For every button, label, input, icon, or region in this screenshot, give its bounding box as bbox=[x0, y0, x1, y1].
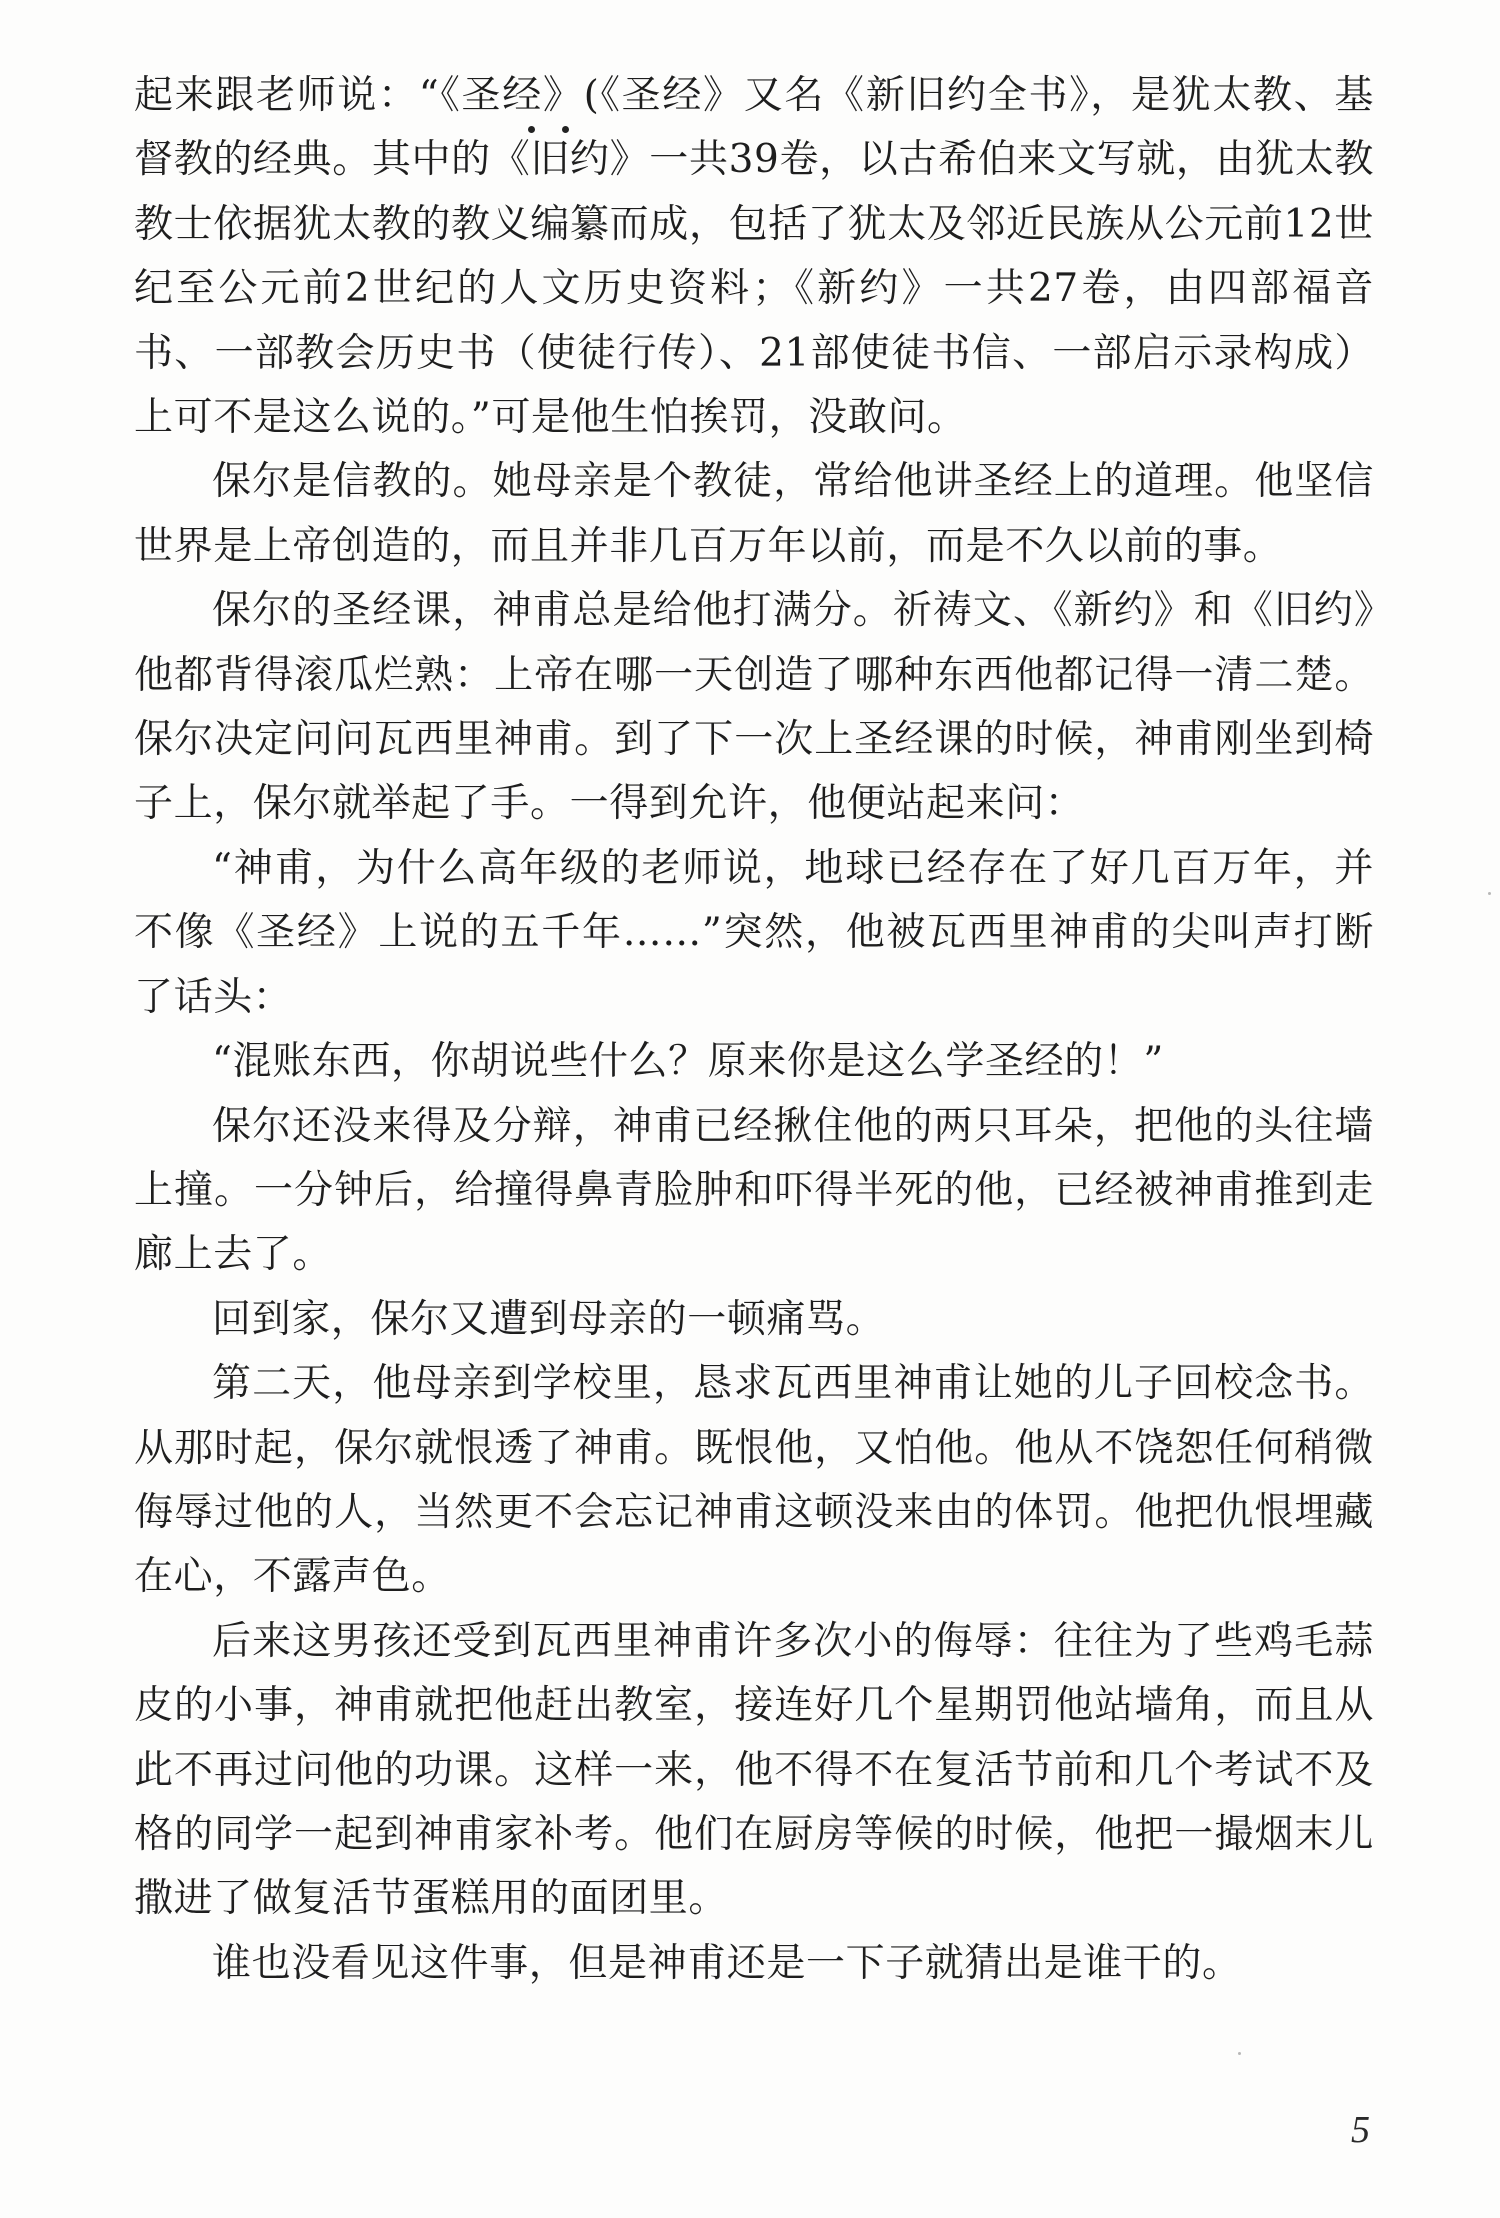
scan-speck bbox=[1488, 892, 1491, 895]
paragraph: 第二天，他母亲到学校里，恳求瓦西里神甫让她的儿子回校念书。从那时起，保尔就恨透了神甫。既恨他，又怕他。他从不饶恕任何稍微侮辱过他的人，当然更不会忘记神甫这顿没来由的体罚。他把仇恨埋藏在心，不露声色。 bbox=[134, 1361, 1374, 1600]
emphasis-dot bbox=[528, 126, 535, 133]
emphasis-dots bbox=[526, 126, 570, 134]
paragraph: 保尔的圣经课，神甫总是给他打满分。祈祷文、《新约》和《旧约》他都背得滚瓜烂熟：上帝在哪一天创造了哪种东西他都记得一清二楚。保尔决定问问瓦西里神甫。到了下一次上圣经课的时候，神甫刚坐到椅子上，保尔就举起了手。一得到允许，他便站起来问： bbox=[134, 588, 1374, 827]
paragraph-continued: 起来跟老师说：“《圣经》(《圣经》又名《新旧约全书》，是犹太教、基督教的经典。其中的《旧约》一共39卷，以古希伯来文写就，由犹太教教士依据犹太教的教义编纂而成，包括了犹太及邻近民族从公元前12世纪至公元前2世纪的人文历史资料；《新约》一共27卷，由四部福音书、一部教会历史书（使徒行传）、21部使徒书信、一部启示录构成）上可不是这么说的。”可是他生怕挨罚，没敢问。 bbox=[134, 73, 1374, 441]
paragraph: 后来这男孩还受到瓦西里神甫许多次小的侮辱：往往为了些鸡毛蒜皮的小事，神甫就把他赶出教室，接连好几个星期罚他站墙角，而且从此不再过问他的功课。这样一来，他不得不在复活节前和几个考试不及格的同学一起到神甫家补考。他们在厨房等候的时候，他把一撮烟末儿撒进了做复活节蛋糕用的面团里。 bbox=[134, 1618, 1374, 1922]
paragraph: 保尔还没来得及分辩，神甫已经揪住他的两只耳朵，把他的头往墙上撞。一分钟后，给撞得鼻青脸肿和吓得半死的他，已经被神甫推到走廊上去了。 bbox=[134, 1103, 1374, 1278]
paragraph: 谁也没看见这件事，但是神甫还是一下子就猜出是谁干的。 bbox=[212, 1940, 1242, 1986]
paragraph: “神甫，为什么高年级的老师说，地球已经存在了好几百万年，并不像《圣经》上说的五千年……”突然，他被瓦西里神甫的尖叫声打断了话头： bbox=[134, 845, 1374, 1020]
paragraph: 回到家，保尔又遭到母亲的一顿痛骂。 bbox=[212, 1296, 886, 1342]
scan-speck bbox=[1238, 2052, 1241, 2055]
emphasis-dot bbox=[562, 126, 569, 133]
page-number: 5 bbox=[1351, 2109, 1370, 2151]
paragraph: “混账东西，你胡说些什么？原来你是这么学圣经的！” bbox=[212, 1039, 1164, 1085]
paragraph: 保尔是信教的。她母亲是个教徒，常给他讲圣经上的道理。他坚信世界是上帝创造的，而且并非几百万年以前，而是不久以前的事。 bbox=[134, 459, 1374, 569]
body-text bbox=[134, 64, 1374, 1996]
